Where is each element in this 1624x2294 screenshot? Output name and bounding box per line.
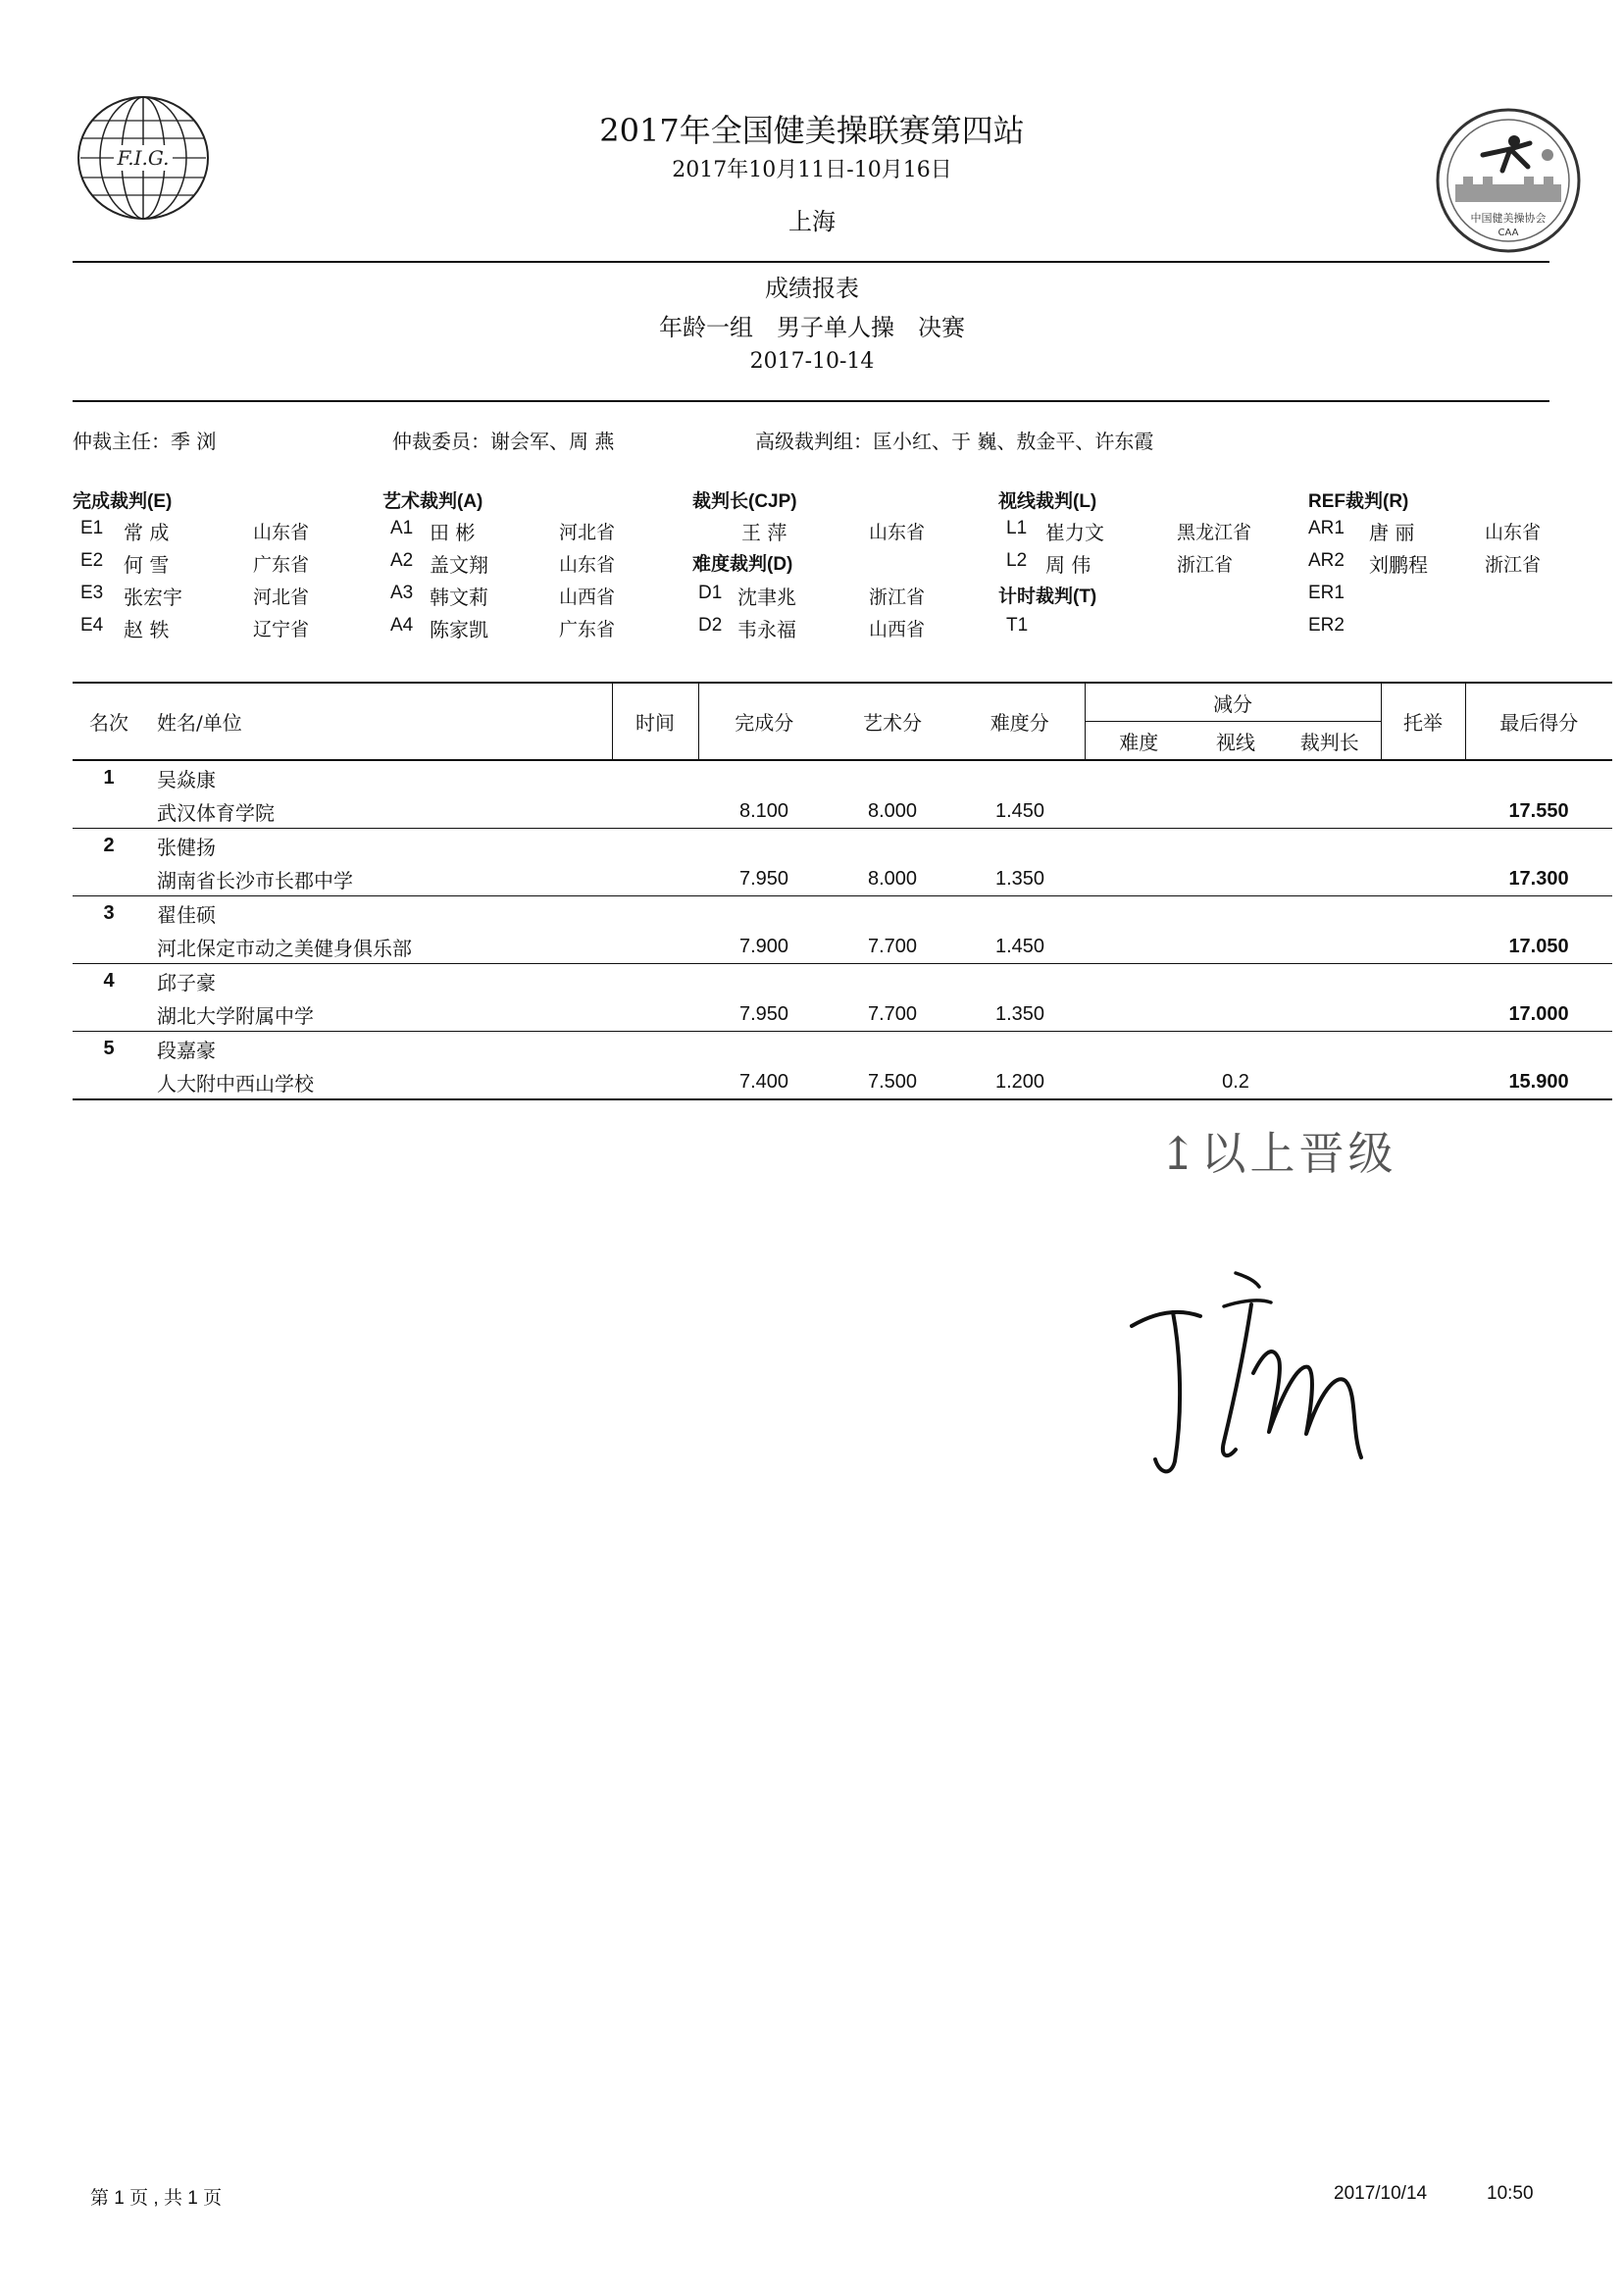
judge-name: 田 彬 [430,521,476,544]
lifts-cell [1381,1065,1465,1099]
col-header-execution: 完成分 [698,683,830,760]
rank-cell: 4 [73,964,145,998]
judge-name: 韦永福 [737,618,796,641]
col-header-difficulty: 难度分 [955,683,1085,760]
panel-ref-heading: REF裁判(R) [1308,491,1409,512]
print-time: 10:50 [1487,2183,1534,2204]
artistic-score: 8.000 [867,799,918,822]
rank-cell: 5 [73,1032,145,1066]
jury-members-label: 仲裁委员： [392,430,490,453]
judge-name: 沈聿兆 [737,586,796,609]
final-score: 17.300 [1508,867,1569,890]
ded-line [1193,794,1279,829]
event-city: 上海 [788,208,836,235]
up-arrow-icon: ↥ [1159,1127,1201,1180]
time-cell [612,1065,698,1099]
cjp-province: 山东省 [869,522,926,543]
ded-difficulty [1085,794,1193,829]
ded-difficulty [1085,862,1193,896]
handwritten-signature [1126,1265,1371,1491]
difficulty-score: 1.450 [994,935,1045,957]
panel-line-heading: 视线裁判(L) [998,491,1097,512]
table-row [73,760,1612,794]
caa-logo-text-en: CAA [1497,228,1519,238]
table-row [73,794,1612,829]
table-row [73,997,1612,1032]
judge-code: ER2 [1308,615,1345,636]
judge-province: 辽宁省 [253,619,310,640]
execution-score: 7.400 [698,1065,830,1099]
judge-code: L2 [1006,550,1028,571]
table-row [73,896,1612,931]
senior-judges-label: 高级裁判组： [755,430,873,453]
final-score: 17.050 [1508,935,1569,957]
report-title: 成绩报表 [765,275,859,302]
difficulty-score: 1.350 [994,867,1045,890]
panel-execution-heading: 完成裁判(E) [73,491,173,512]
ded-difficulty [1085,930,1193,964]
report-date: 2017-10-14 [749,349,875,374]
print-date: 2017/10/14 [1334,2183,1428,2204]
judge-name: 赵 轶 [124,618,170,641]
time-cell [612,862,698,896]
judge-province: 山东省 [559,554,616,576]
judge-code: A4 [390,615,414,636]
judge-province: 山西省 [869,619,926,640]
time-cell [612,930,698,964]
col-header-name-unit: 姓名/单位 [145,683,612,760]
judge-name: 周 伟 [1045,553,1091,577]
lifts-cell [1381,997,1465,1032]
advance-note-text: 以上晋级 [1200,1127,1397,1180]
col-header-ded-difficulty: 难度 [1085,722,1193,761]
judge-province: 浙江省 [869,586,926,608]
table-row [73,1032,1612,1066]
table-row [73,1065,1612,1099]
jury-chief-name: 季 浏 [171,430,217,453]
execution-score: 8.100 [738,799,789,822]
jury-members [392,426,614,454]
col-header-final: 最后得分 [1465,683,1612,760]
judge-name: 崔力文 [1045,521,1104,544]
judge-code: T1 [1006,615,1029,636]
judge-province: 山东省 [253,522,310,543]
judge-name: 韩文莉 [430,586,488,609]
ded-line [1193,997,1279,1032]
lifts-cell [1381,794,1465,829]
rank-cell: 1 [103,766,115,789]
athlete-name: 邱子豪 [145,964,612,998]
jury-chief-label: 仲裁主任： [73,430,171,453]
lifts-cell [1381,930,1465,964]
ded-line [1193,930,1279,964]
final-score: 15.900 [1465,1065,1612,1099]
judge-province: 广东省 [559,619,616,640]
judge-name: 张宏宇 [124,586,182,609]
ded-line: 0.2 [1193,1065,1279,1099]
athlete-unit: 人大附中西山学校 [145,1065,612,1099]
col-header-time: 时间 [612,683,698,760]
judge-name: 唐 丽 [1369,521,1415,544]
fig-logo-text: F.I.G. [117,146,170,170]
caa-logo-text-cn: 中国健美操协会 [1470,212,1547,225]
event-dates: 2017年10月11日-10月16日 [672,158,952,182]
senior-judges-names: 匡小红、于 巍、敖金平、许东霞 [873,430,1154,453]
page-number: 第 1 页 , 共 1 页 [90,2188,223,2209]
judge-name: 何 雪 [124,553,170,577]
judge-code: D1 [698,583,723,603]
artistic-score: 8.000 [867,867,918,890]
jury-chief [73,426,216,454]
col-header-rank: 名次 [73,683,145,760]
judge-name: 盖文翔 [430,553,488,577]
final-score: 17.550 [1508,799,1569,822]
judge-code: E3 [80,583,104,603]
time-cell [612,997,698,1032]
table-row [73,930,1612,964]
artistic-score: 7.700 [867,1002,918,1025]
judge-code: A2 [390,550,414,571]
panel-time-heading: 计时裁判(T) [998,586,1097,607]
rank-cell: 3 [73,896,145,931]
judge-province: 黑龙江省 [1177,522,1252,543]
report-divider [73,400,1549,402]
judge-code: ER1 [1308,583,1345,603]
judge-province: 山东省 [1485,522,1542,543]
table-row [73,964,1612,998]
judge-province: 山西省 [559,586,616,608]
advance-note [1159,1118,1397,1183]
judge-province: 河北省 [559,522,616,543]
judge-name: 常 成 [124,521,170,544]
judge-province: 浙江省 [1485,554,1542,576]
ded-cjp [1279,794,1381,829]
judge-code: E1 [80,518,104,538]
time-cell [612,794,698,829]
judge-code: D2 [698,615,723,636]
artistic-score: 7.700 [867,935,918,957]
judge-code: E4 [80,615,104,636]
judge-code: AR2 [1308,550,1345,571]
judge-province: 浙江省 [1177,554,1234,576]
header-divider [73,261,1549,263]
cjp-name: 王 萍 [741,521,787,544]
judge-code: AR1 [1308,518,1345,538]
athlete-unit: 武汉体育学院 [157,800,275,825]
athlete-unit: 湖南省长沙市长郡中学 [157,868,353,892]
table-row [73,862,1612,896]
panel-artistic-heading: 艺术裁判(A) [382,491,483,512]
report-category: 年龄一组 男子单人操 决赛 [659,314,965,341]
athlete-unit: 河北保定市动之美健身俱乐部 [157,936,412,960]
ded-cjp [1279,930,1381,964]
panel-difficulty-heading: 难度裁判(D) [692,554,793,575]
senior-judges [755,426,1153,454]
athlete-name: 段嘉豪 [145,1032,612,1066]
judge-name: 刘鹏程 [1369,553,1428,577]
col-header-artistic: 艺术分 [830,683,955,760]
col-header-deductions: 减分 [1085,683,1381,722]
execution-score: 7.900 [738,935,789,957]
ded-cjp [1279,862,1381,896]
panel-cjp-heading: 裁判长(CJP) [692,491,797,512]
judge-name: 陈家凯 [430,618,488,641]
difficulty-score: 1.450 [994,799,1045,822]
rank-cell: 2 [73,829,145,863]
difficulty-score: 1.350 [994,1002,1045,1025]
judge-code: E2 [80,550,104,571]
difficulty-score: 1.200 [955,1065,1085,1099]
ded-difficulty [1085,1065,1193,1099]
ded-cjp [1279,997,1381,1032]
col-header-ded-cjp: 裁判长 [1279,722,1381,761]
col-header-ded-line: 视线 [1193,722,1279,761]
judge-province: 广东省 [253,554,310,576]
ded-line [1193,862,1279,896]
execution-score: 7.950 [738,1002,789,1025]
ded-difficulty [1085,997,1193,1032]
athlete-unit: 湖北大学附属中学 [157,1003,314,1028]
judge-code: L1 [1006,518,1028,538]
athlete-name: 吴焱康 [157,767,216,791]
lifts-cell [1381,862,1465,896]
artistic-score: 7.500 [830,1065,955,1099]
jury-members-names: 谢会军、周 燕 [490,430,615,453]
final-score: 17.000 [1508,1002,1569,1025]
judge-province: 河北省 [253,586,310,608]
athlete-name: 张健扬 [145,829,612,863]
col-header-lifts: 托举 [1381,683,1465,760]
ded-cjp [1279,1065,1381,1099]
table-row [73,829,1612,863]
judge-code: A1 [390,518,414,538]
event-title: 2017年全国健美操联赛第四站 [599,112,1025,149]
judge-code: A3 [390,583,414,603]
results-table [73,682,1612,1100]
athlete-name: 翟佳硕 [145,896,612,931]
execution-score: 7.950 [738,867,789,890]
